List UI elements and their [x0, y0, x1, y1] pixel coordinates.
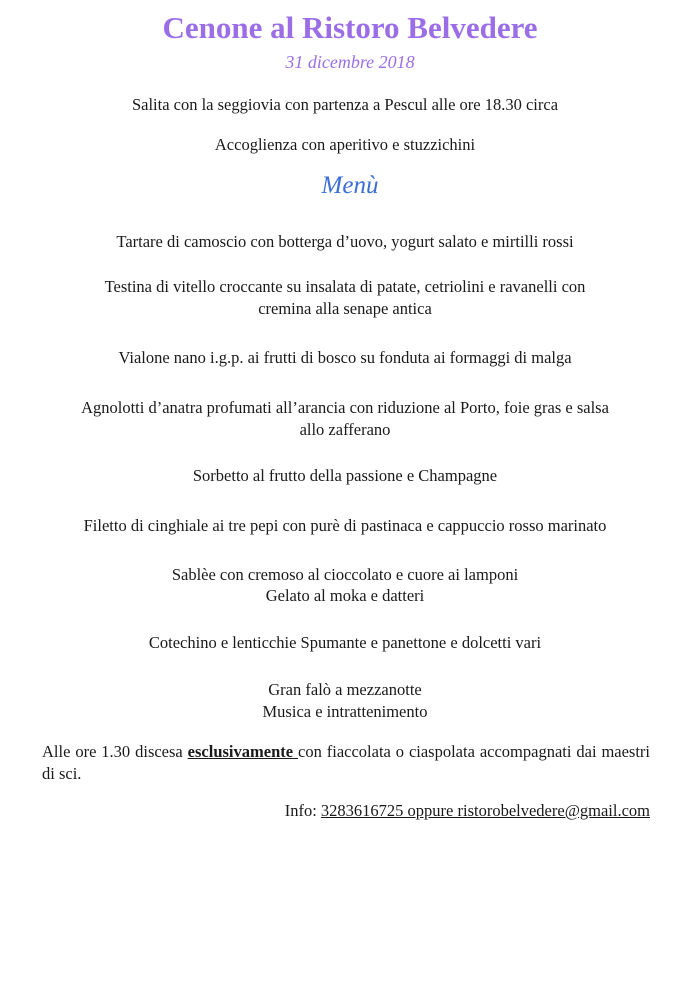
evening-line-falo: Gran falò a mezzanotte [268, 680, 422, 699]
menu-course-sablee-line1: Sablèe con cremoso al cioccolato e cuore ai lamponi [171, 565, 519, 584]
menu-course-filetto: Filetto di cinghiale ai tre pepi con purè di pastinaca e cappuccio rosso marinato [83, 516, 607, 535]
info-label: Info: [284, 801, 321, 820]
info-line [285, 800, 650, 822]
menu-course-sablee-line2: Gelato al moka e datteri [265, 586, 425, 605]
intro-line-ascent: Salita con la seggiovia con partenza a Pescul alle ore 18.30 circa [131, 95, 559, 114]
descent-text-before: Alle ore 1.30 discesa [42, 742, 188, 761]
descent-text-after: con fiaccolata o ciaspolata accompagnati dai maestri di sci. [42, 742, 651, 783]
menu-course-cotechino: Cotechino e lenticchie Spumante e panettone e dolcetti vari [148, 633, 542, 652]
page-title: Cenone al Ristoro Belvedere [162, 10, 538, 45]
menu-course-sorbetto: Sorbetto al frutto della passione e Champagne [192, 466, 498, 485]
descent-emphasis: esclusivamente [187, 742, 298, 761]
menu-course-testina-line1: Testina di vitello croccante su insalata di patate, cetriolini e ravanelli con [104, 277, 586, 296]
menu-course-vialone: Vialone nano i.g.p. ai frutti di bosco su fonduta ai formaggi di malga [118, 348, 572, 367]
menu-course-agnolotti-line2: allo zafferano [299, 420, 391, 439]
menu-heading: Menù [321, 172, 379, 199]
descent-paragraph [42, 741, 650, 785]
menu-course-agnolotti-line1: Agnolotti d’anatra profumati all’arancia con riduzione al Porto, foie gras e salsa [81, 398, 609, 417]
info-contact-link[interactable]: 3283616725 oppure ristorobelvedere@gmail.com [320, 801, 650, 820]
event-date: 31 dicembre 2018 [285, 52, 415, 72]
menu-course-testina-line2: cremina alla senape antica [258, 299, 432, 318]
intro-line-welcome: Accoglienza con aperitivo e stuzzichini [214, 135, 476, 154]
evening-line-music: Musica e intrattenimento [262, 702, 428, 721]
menu-course-tartare: Tartare di camoscio con botterga d’uovo, yogurt salato e mirtilli rossi [116, 232, 574, 251]
